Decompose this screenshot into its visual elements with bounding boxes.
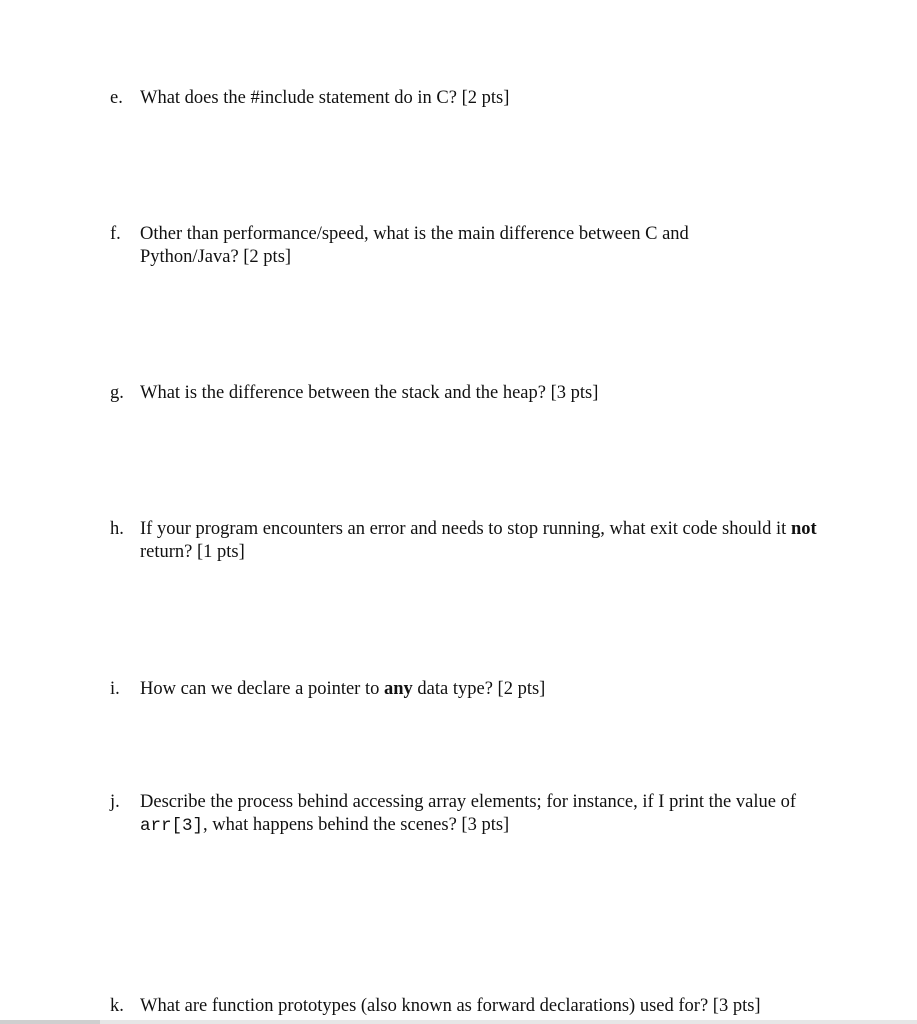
question-j [110, 791, 840, 838]
question-text: Other than performance/speed, what is the main difference between C and Python/Java? [2 pts] [140, 224, 689, 267]
question-text-pre: How can we declare a pointer to [140, 679, 380, 699]
horizontal-scrollbar-thumb[interactable] [0, 1020, 100, 1024]
inline-code: arr[3] [140, 816, 204, 836]
question-text-post: return? [1 pts] [140, 542, 245, 562]
question-letter: i. [110, 679, 120, 699]
question-k [110, 995, 840, 1018]
horizontal-scrollbar-track[interactable] [0, 1020, 917, 1024]
question-letter: e. [110, 88, 123, 108]
question-e [110, 87, 840, 110]
question-letter: f. [110, 224, 121, 244]
question-letter: h. [110, 519, 124, 539]
question-text-post: , what happens behind the scenes? [3 pts] [203, 815, 510, 835]
question-letter: j. [110, 792, 120, 812]
question-text-pre: If your program encounters an error and needs to stop running, what exit code should it [140, 519, 787, 539]
question-g [110, 382, 840, 405]
question-f [110, 223, 840, 269]
question-text: What does the #include statement do in C? [2 pts] [140, 88, 510, 108]
question-text-post: data type? [2 pts] [417, 679, 546, 699]
question-h [110, 518, 840, 564]
question-bold-word: any [384, 679, 413, 699]
question-text-pre: Describe the process behind accessing array elements; for instance, if I print the value of [140, 792, 796, 812]
question-letter: k. [110, 996, 124, 1016]
question-text [140, 518, 840, 564]
question-i [110, 678, 840, 701]
question-letter: g. [110, 383, 124, 403]
question-bold-word: not [790, 519, 817, 539]
question-text [140, 791, 840, 838]
question-text [140, 678, 840, 701]
question-text: What are function prototypes (also known as forward declarations) used for? [3 pts] [140, 996, 761, 1016]
question-text: What is the difference between the stack and the heap? [3 pts] [140, 383, 599, 403]
